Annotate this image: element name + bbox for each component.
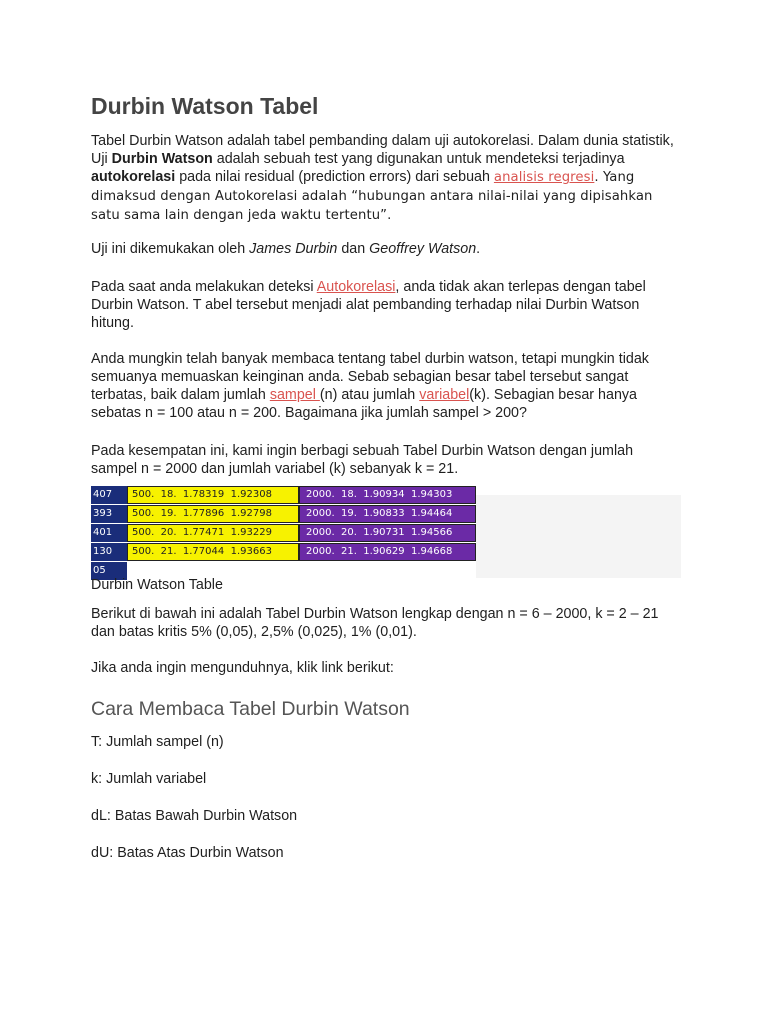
table-cell-index: 393 bbox=[91, 505, 127, 523]
link-autokorelasi[interactable]: Autokorelasi bbox=[316, 279, 396, 295]
definition-item: dU: Batas Atas Durbin Watson bbox=[91, 845, 284, 861]
table-cell-n500: 500. 19. 1.77896 1.92798 bbox=[127, 505, 299, 523]
definition-item: dL: Batas Bawah Durbin Watson bbox=[91, 808, 298, 824]
author-geoffrey-watson: Geoffrey Watson bbox=[369, 241, 477, 257]
link-variabel[interactable]: variabel bbox=[419, 387, 470, 403]
detection-text-2: , anda tidak akan terlepas dengan tabel Durbin Watson. T abel tersebut menjadi alat pembanding terhadap nilai Durbin Watson hitung. bbox=[91, 279, 646, 331]
link-analisis-regresi[interactable]: analisis regresi bbox=[493, 170, 595, 185]
intro-paragraph bbox=[91, 132, 681, 225]
authors-paragraph bbox=[91, 240, 681, 258]
intro-text-4: . Yang dimaksud dengan Autokorelasi adalah “hubungan antara nilai-nilai yang dipisahkan satu sama lain dengan jeda waktu tertentu”. bbox=[91, 170, 653, 223]
table-image-content bbox=[91, 489, 476, 578]
table-cell-n2000: 2000. 20. 1.90731 1.94566 bbox=[299, 524, 476, 542]
intro-bold-durbin-watson: Durbin Watson bbox=[111, 151, 213, 167]
table-cell-index: 401 bbox=[91, 524, 127, 542]
table-cell-n2000: 2000. 19. 1.90833 1.94464 bbox=[299, 505, 476, 523]
table-cell-n500: 500. 20. 1.77471 1.93229 bbox=[127, 524, 299, 542]
authors-text-1: Uji ini dikemukakan oleh bbox=[91, 241, 250, 257]
limitations-paragraph bbox=[91, 350, 681, 422]
table-cell-index: 130 bbox=[91, 543, 127, 561]
intro-bold-autokorelasi: autokorelasi bbox=[91, 169, 176, 185]
author-james-durbin: James Durbin bbox=[249, 241, 338, 257]
intro-text-3: pada nilai residual (prediction errors) dari sebuah bbox=[175, 169, 494, 185]
authors-text-3: . bbox=[476, 241, 481, 257]
complete-table-paragraph: Berikut di bawah ini adalah Tabel Durbin Watson lengkap dengan n = 6 – 2000, k = 2 – 21 dan batas kritis 5% (0,05), 2,5% (0,025), 1% (0,01). bbox=[91, 606, 659, 640]
table-cell-n500: 500. 18. 1.78319 1.92308 bbox=[127, 486, 299, 504]
page-title: Durbin Watson Tabel bbox=[91, 93, 319, 119]
definition-item: k: Jumlah variabel bbox=[91, 771, 207, 787]
limitations-text-2: (n) atau jumlah bbox=[319, 387, 420, 403]
table-cell-n500: 500. 21. 1.77044 1.93663 bbox=[127, 543, 299, 561]
definition-item: T: Jumlah sampel (n) bbox=[91, 734, 224, 750]
limitations-text-3: (k). Sebagian besar hanya sebatas n = 100 atau n = 200. Bagaimana jika jumlah sampel > 200? bbox=[91, 387, 637, 421]
table-cell-n2000: 2000. 21. 1.90629 1.94668 bbox=[299, 543, 476, 561]
table-cell-index: 407 bbox=[91, 486, 127, 504]
authors-text-2: dan bbox=[337, 241, 370, 257]
link-sampel[interactable]: sampel bbox=[269, 387, 320, 403]
intro-text-2: adalah sebuah test yang digunakan untuk mendeteksi terjadinya bbox=[212, 151, 625, 167]
table-image bbox=[91, 489, 681, 578]
section-heading: Cara Membaca Tabel Durbin Watson bbox=[91, 698, 410, 720]
detection-paragraph bbox=[91, 278, 681, 332]
table-caption: Durbin Watson Table bbox=[91, 577, 223, 593]
table-cell-n2000: 2000. 18. 1.90934 1.94303 bbox=[299, 486, 476, 504]
intro-text-1: Tabel Durbin Watson adalah tabel pembanding dalam uji autokorelasi. Dalam dunia statistik, Uji bbox=[91, 133, 674, 167]
table-row bbox=[91, 486, 476, 504]
table-row bbox=[91, 524, 476, 542]
limitations-text-1: Anda mungkin telah banyak membaca tentang tabel durbin watson, tetapi mungkin tidak semuanya memuaskan keinginan anda. Sebab sebagian besar tabel tersebut sangat terbatas, baik dalam jumlah bbox=[91, 351, 649, 403]
table-row bbox=[91, 505, 476, 523]
detection-text-1: Pada saat anda melakukan deteksi bbox=[91, 279, 317, 295]
table-row bbox=[91, 543, 476, 561]
download-paragraph: Jika anda ingin mengunduhnya, klik link berikut: bbox=[91, 660, 394, 676]
table-cell-index: 05 bbox=[91, 562, 127, 580]
sharing-paragraph: Pada kesempatan ini, kami ingin berbagi sebuah Tabel Durbin Watson dengan jumlah sampel n = 2000 dan jumlah variabel (k) sebanyak k = 21. bbox=[91, 443, 634, 477]
